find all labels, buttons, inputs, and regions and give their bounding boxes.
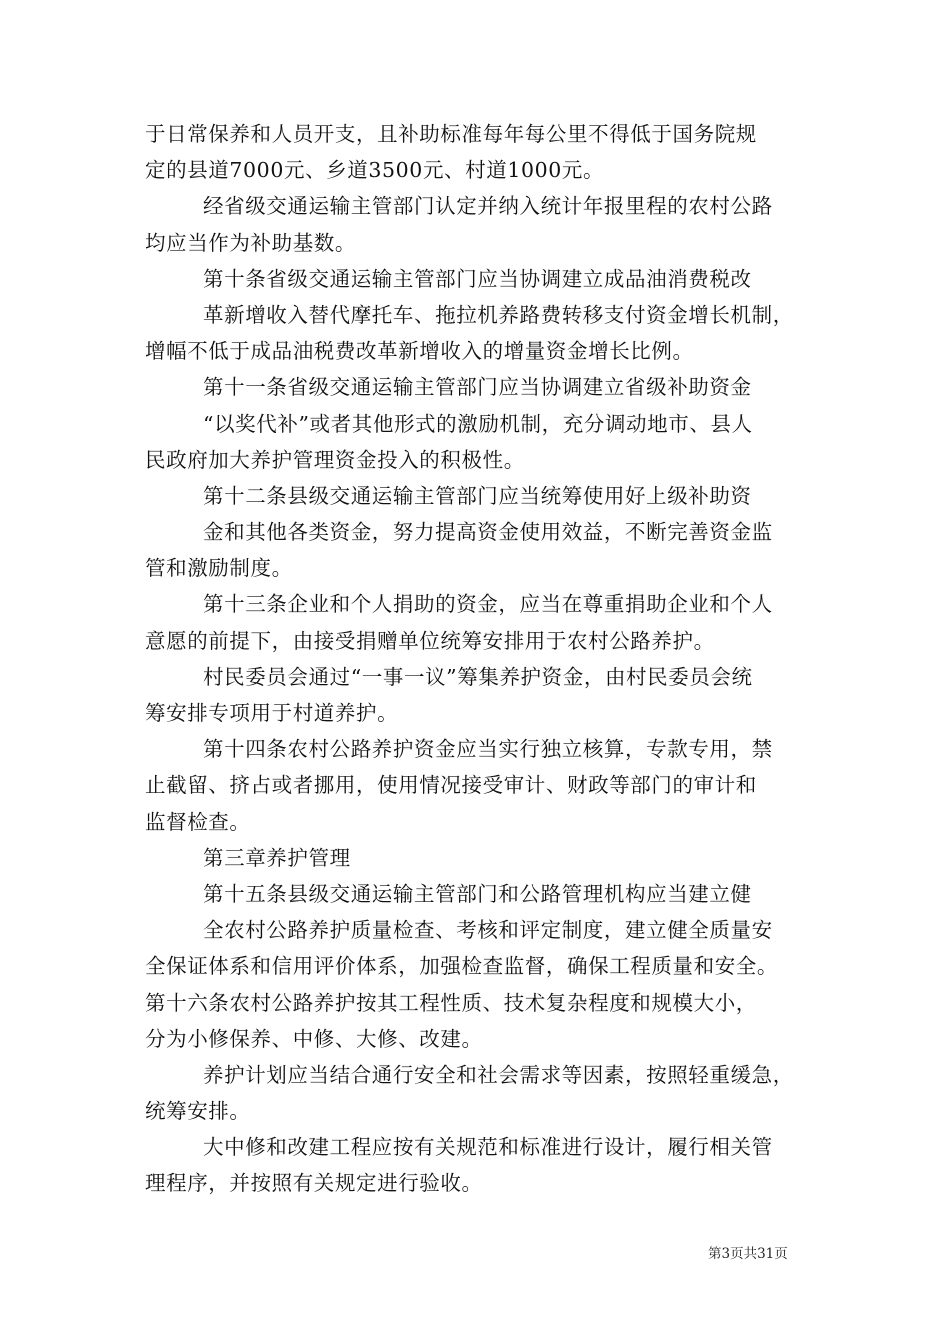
article-15-line: 第十五条县级交通运输主管部门和公路管理机构应当建立健 — [203, 881, 752, 906]
article-16-line: 第十六条农村公路养护按其工程性质、技术复杂程度和规模大小， — [145, 990, 757, 1015]
paragraph-line: 统筹安排。 — [145, 1099, 251, 1124]
paragraph-line: 金和其他各类资金，努力提高资金使用效益，不断完善资金监 — [203, 520, 773, 545]
paragraph-line: 筹安排专项用于村道养护。 — [145, 701, 399, 725]
article-12-line: 第十二条县级交通运输主管部门应当统筹使用好上级补助资 — [203, 483, 752, 508]
chapter-heading: 第三章养护管理 — [203, 845, 351, 870]
document-body — [145, 116, 835, 1202]
paragraph-line: 于日常保养和人员开支，且补助标准每年每公里不得低于国务院规 — [145, 122, 757, 146]
paragraph-line: 管和激励制度。 — [145, 556, 293, 581]
paragraph-line: 养护计划应当结合通行安全和社会需求等因素，按照轻重缓急， — [203, 1062, 794, 1087]
paragraph-line: 意愿的前提下，由接受捐赠单位统筹安排用于农村公路养护。 — [145, 628, 715, 653]
paragraph-line: 大中修和改建工程应按有关规范和标准进行设计，履行相关管 — [203, 1135, 773, 1160]
paragraph-line: 定的县道7000元、乡道3500元、村道1000元。 — [145, 158, 605, 183]
article-13-line: 第十三条企业和个人捐助的资金，应当在尊重捐助企业和个人 — [203, 592, 773, 617]
paragraph-line: 村民委员会通过“一事一议”筹集养护资金，由村民委员会统 — [203, 664, 753, 689]
paragraph-line: 理程序，并按照有关规定进行验收。 — [145, 1171, 483, 1196]
paragraph-line: 全农村公路养护质量检查、考核和评定制度，建立健全质量安 — [203, 918, 773, 943]
paragraph-line: 增幅不低于成品油税费改革新增收入的增量资金增长比例。 — [145, 339, 694, 364]
paragraph-line: 民政府加大养护管理资金投入的积极性。 — [145, 447, 525, 472]
article-10-line: 第十条省级交通运输主管部门应当协调建立成品油消费税改 — [203, 266, 752, 291]
paragraph-line: 均应当作为补助基数。 — [145, 230, 356, 255]
paragraph-line: 分为小修保养、中修、大修、改建。 — [145, 1026, 483, 1051]
paragraph-line: 经省级交通运输主管部门认定并纳入统计年报里程的农村公路 — [203, 194, 773, 219]
paragraph-line: “以奖代补”或者其他形式的激励机制，充分调动地市、县人 — [203, 411, 753, 436]
article-14-line: 第十四条农村公路养护资金应当实行独立核算，专款专用，禁 — [203, 737, 773, 762]
paragraph-line: 全保证体系和信用评价体系，加强检查监督，确保工程质量和安全。 — [145, 954, 778, 979]
paragraph-line: 革新增收入替代摩托车、拖拉机养路费转移支付资金增长机制， — [203, 302, 794, 327]
article-11-line: 第十一条省级交通运输主管部门应当协调建立省级补助资金 — [203, 375, 752, 400]
paragraph-line: 监督检查。 — [145, 809, 251, 834]
page-number: 第3页共31页 — [708, 1246, 788, 1262]
paragraph-line: 止截留、挤占或者挪用，使用情况接受审计、财政等部门的审计和 — [145, 773, 757, 798]
